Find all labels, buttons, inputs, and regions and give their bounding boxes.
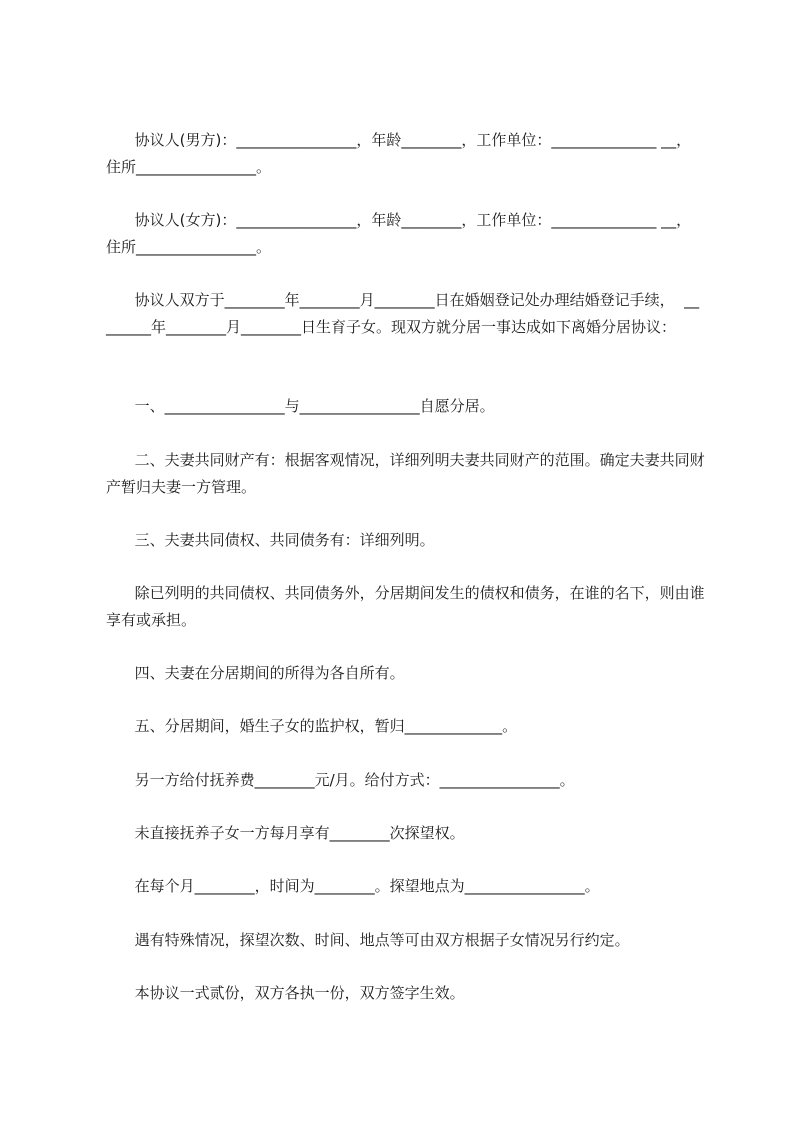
clause-1-paragraph: 一、________________与________________自愿分居。	[106, 397, 495, 415]
visitation-time-paragraph: 在每个月________，时间为________。探望地点为________________。	[106, 877, 600, 895]
special-cases-paragraph: 遇有特殊情况，探望次数、时间、地点等可由双方根据子女情况另行约定。	[106, 931, 630, 949]
clause-2-paragraph: 二、夫妻共同财产有：根据客观情况，详细列明夫妻共同财产的范围。确定夫妻共同财产暂归夫妻一方管理。	[106, 451, 705, 496]
copies-paragraph: 本协议一式贰份，双方各执一份，双方签字生效。	[106, 984, 465, 1002]
party-female-paragraph: 协议人(女方)：________________，年龄________，工作单位：______________ __，住所________________。	[106, 211, 692, 256]
clause-4-paragraph: 四、夫妻在分居期间的所得为各自所有。	[106, 664, 405, 682]
clause-5-paragraph: 五、分居期间，婚生子女的监护权，暂归_____________。	[106, 717, 518, 735]
child-support-paragraph: 另一方给付抚养费________元/月。给付方式：________________。	[106, 771, 575, 789]
party-male-paragraph: 协议人(男方)：________________，年龄________，工作单位：______________ __，住所________________。	[106, 131, 692, 176]
clause-3-paragraph: 三、夫妻共同债权、共同债务有：详细列明。	[106, 531, 435, 549]
marriage-registration-paragraph: 协议人双方于________年________月________日在婚姻登记处办理结婚登记手续， ________年________月________日生育子女。现双方就分居一事达成如下离婚分居协议：	[106, 291, 700, 336]
visitation-count-paragraph: 未直接抚养子女一方每月享有________次探望权。	[106, 824, 465, 842]
debt-note-paragraph: 除已列明的共同债权、共同债务外，分居期间发生的债权和债务，在谁的名下，则由谁享有或承担。	[106, 584, 705, 629]
